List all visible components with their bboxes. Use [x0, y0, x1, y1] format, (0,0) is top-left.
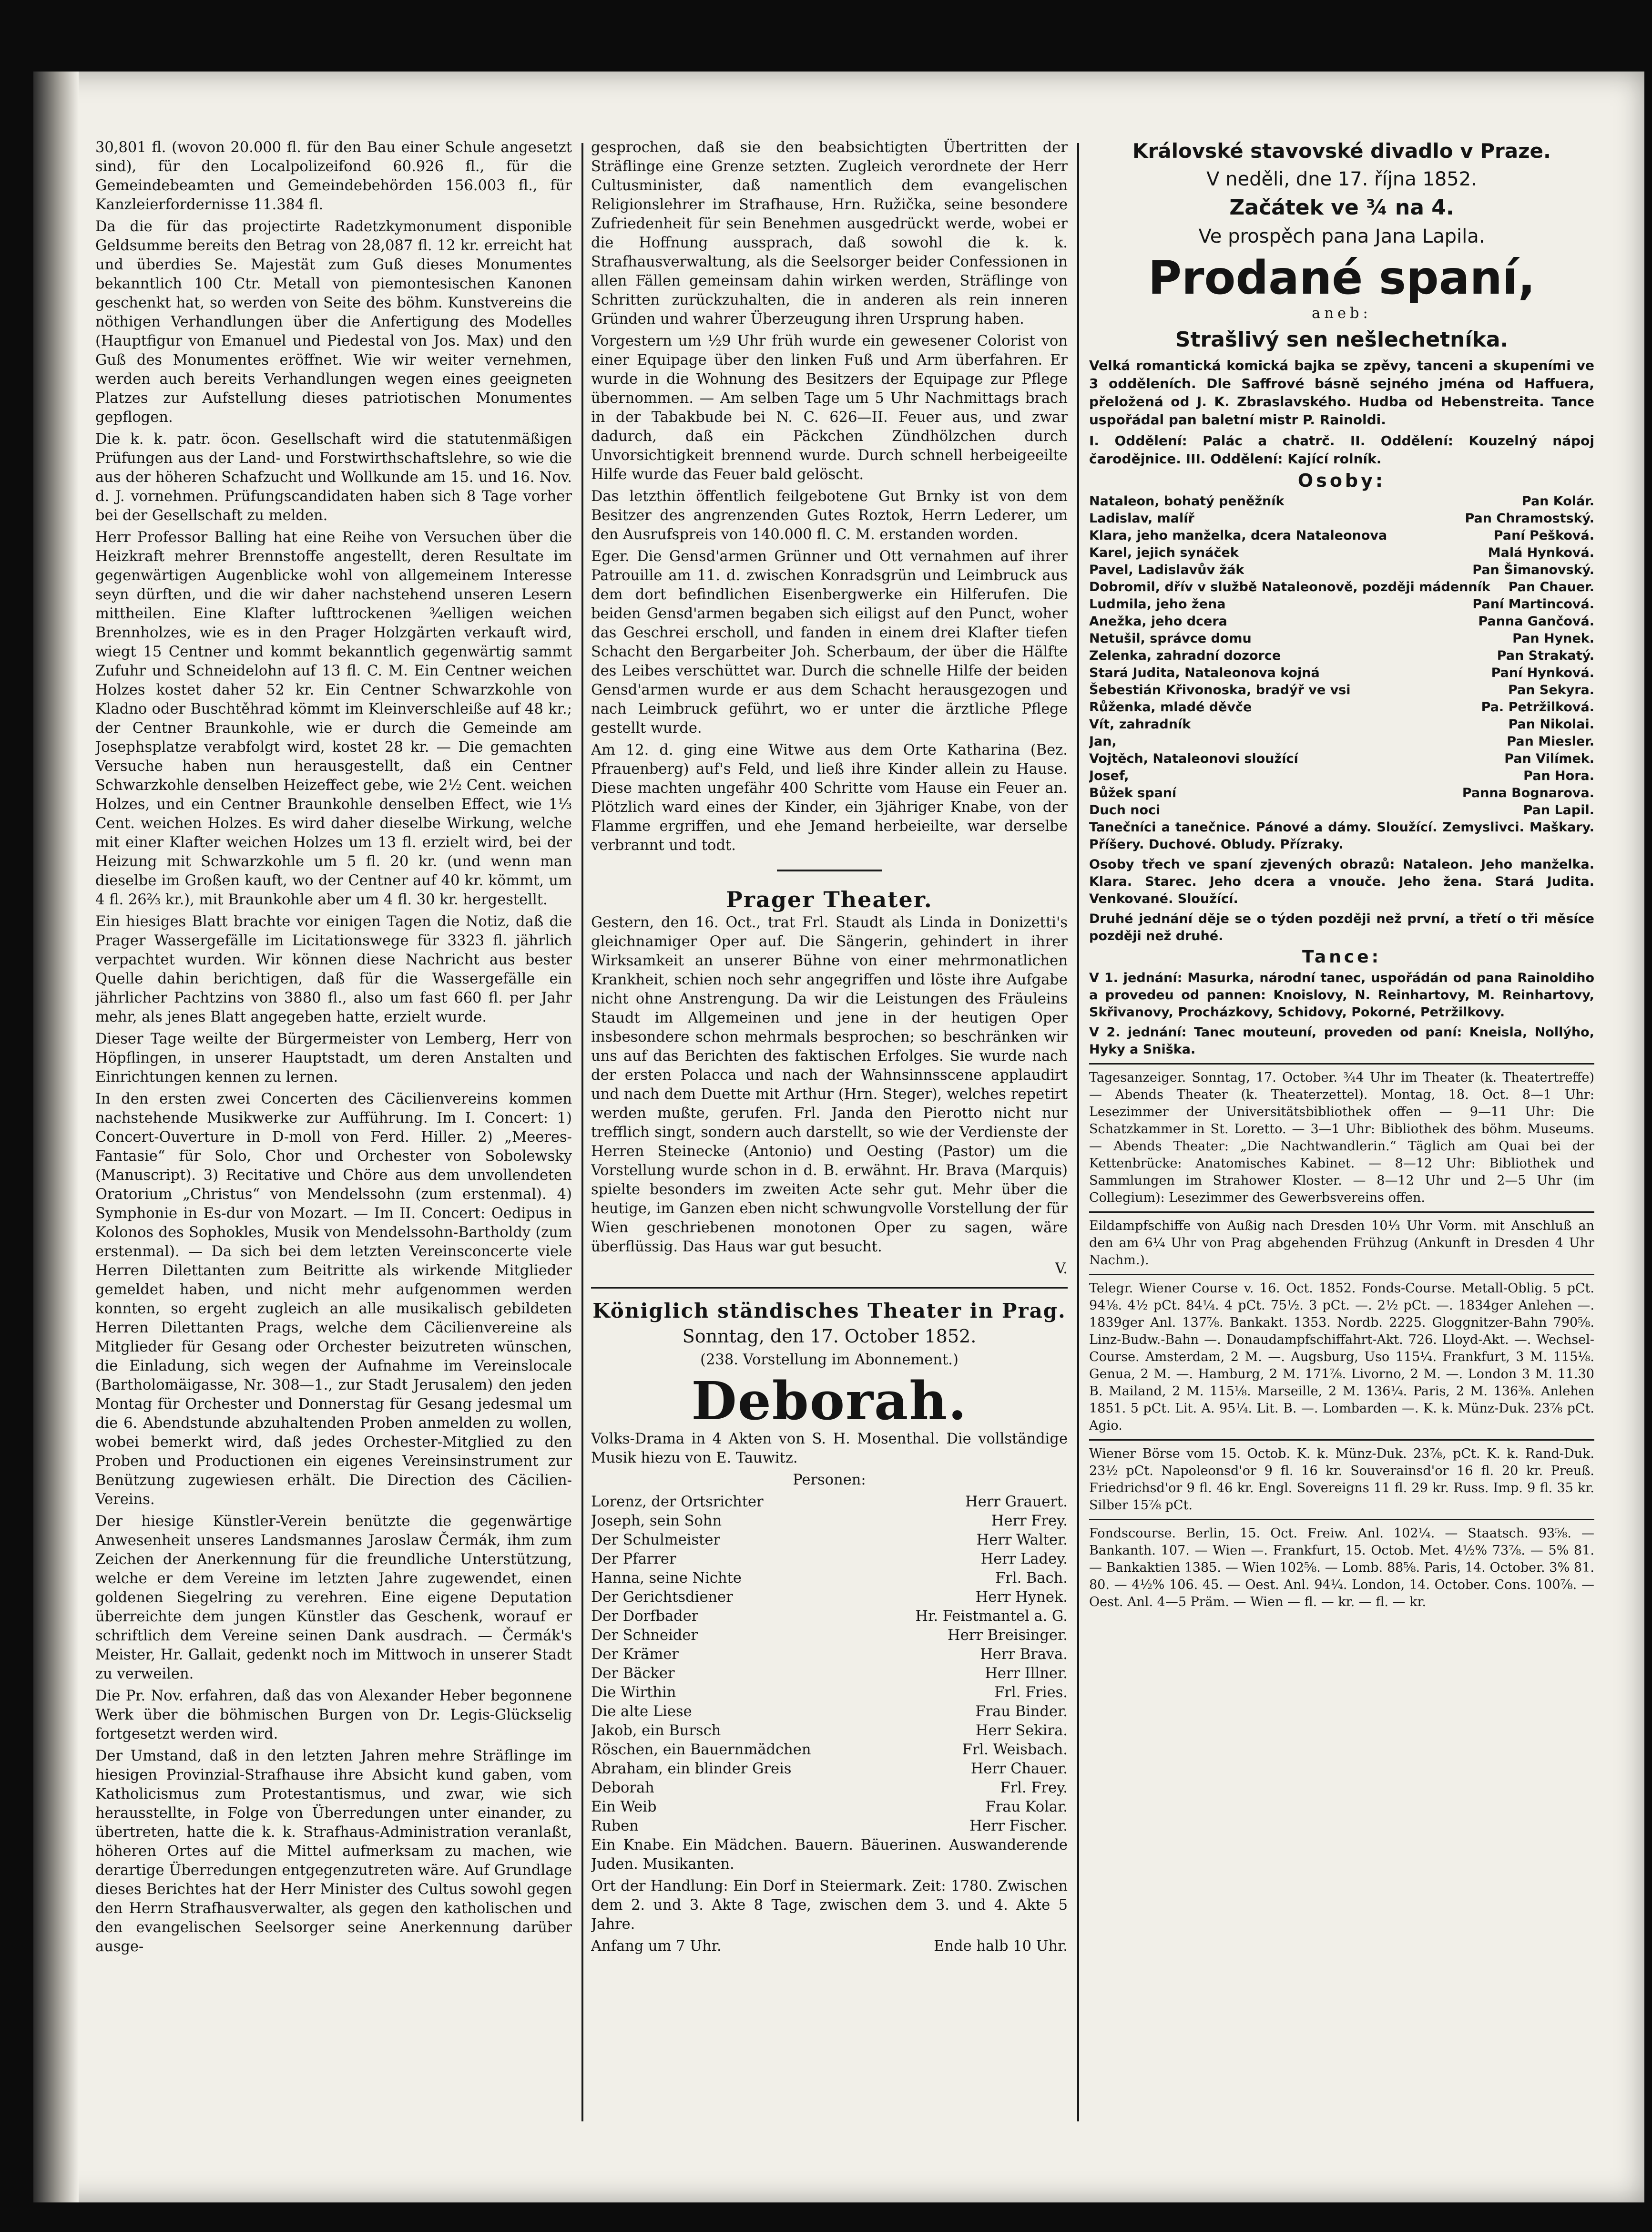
cast-row: Šebestián Křivonoska, bradýř ve vsi Pan Sekyra. [1089, 683, 1594, 697]
cast-row: Stará Judita, Nataleonova kojná Paní Hynková. [1089, 666, 1594, 680]
deborah-place: Ort der Handlung: Ein Dorf in Steiermark. Zeit: 1780. Zwischen dem 2. und 3. Akte 8 Tage, zwischen dem 3. und 4. Akte 5 Jahre. [591, 1878, 1068, 1933]
column-rule [581, 143, 583, 2121]
cast-list-cz [1089, 493, 1594, 819]
cast-row: Der Schneider Herr Breisinger. [591, 1627, 1068, 1644]
cast-row: Jan, Pan Miesler. [1089, 734, 1594, 749]
binding-gutter [33, 72, 79, 2202]
play-acts: I. Oddělení: Palác a chatrč. II. Oddělení: Kouzelný nápoj čarodějnice. III. Oddělení: Kající rolník. [1089, 433, 1594, 467]
paragraph: Der hiesige Künstler-Verein benützte die gegenwärtige Anwesenheit unseres Landsmannes Jaroslaw Čermák, ihm zum Zeichen der Anerkennung für die freundliche Unterstützung, welche er dem Vereine im letzten Jahre zugewendet, einen goldenen Siegelring zu verehren. Eine eigene Deputation überreichte dem jungen Künstler das Geschenk, worauf er schriftlich dem Vereine seinen Dank ausdrach. — Čermák's Meister, Hr. Gallait, gedenkt noch im Mittwoch in unserer Stadt zu verweilen. [95, 1513, 572, 1682]
paragraph: Ein hiesiges Blatt brachte vor einigen Tagen die Notiz, daß die Prager Wassergefälle im Licitationswege für 3323 fl. jährlich verpachtet wurden. Wir können diese Nachricht aus bester Quelle dahin berichtigen, daß für die Wassergefälle ein jährlicher Pachtzins von 3880 fl., also um fast 660 fl. per Jahr mehr, als jenes Blatt angegeben hatte, erzielt wurde. [95, 913, 572, 1025]
cast-row: Pavel, Ladislavův žák Pan Šimanovský. [1089, 563, 1594, 577]
paragraph: In den ersten zwei Concerten des Cäcilienvereins kommen nachstehende Musikwerke zur Aufführung. Im I. Concert: 1) Concert-Ouverture in D-moll von Ferd. Hiller. 2) „Meeres-Fantasie“ für Solo, Chor und Orchester von Sobolewsky (Manuscript). 3) Recitative und Chöre aus dem unvollendeten Oratorium „Christus“ von Mendelssohn (zum erstenmal). 4) Symphonie in Es-dur von Mozart. — Im II. Concert: Oedipus in Kolonos des Sophokles, Musik von Mendelssohn-Bartholdy (zum erstenmal). — Da sich bei dem letzten Vereinsconcerte viele Herren Dilettanten zum Beitritte als wirkende Mitglieder gemeldet haben, und nicht mehr aufgenommen werden konnten, so ergeht zugleich an alle musikalisch gebildeten Herren Dilettanten Prags, welche dem Cäcilienvereine als Mitglieder für Gesang oder Orchester beizutreten wünschen, die Einladung, sich wegen der Aufnahme im Vereinslocale (Bartholomäigasse, Nr. 308—1., zur Stadt Jerusalem) den jeden Montag für Orchester und Donnerstag für Gesang jedesmal um die 6. Abendstunde abzuhaltenden Proben anmelden zu wollen, wobei bemerkt wird, daß jedes Orchester-Mitglied zu den Proben und Productionen ein eigenes Vereinsinstrument zur Benützung zugewiesen erhält. Die Direction des Cäcilien-Vereins. [95, 1091, 572, 1508]
play-dream: Osoby třech ve spaní zjevených obrazů: Nataleon. Jeho manželka. Klara. Starec. Jeho dcera a vnouče. Jeho žena. Stará Judita. Venkované. Sloužící. [1089, 857, 1594, 906]
cast-list [591, 1493, 1068, 1836]
play-extras: Tanečníci a tanečnice. Pánové a dámy. Sloužící. Zemyslivci. Maškary. Příšery. Duchové. Obludy. Přízraky. [1089, 820, 1594, 852]
paragraph: Die k. k. patr. öcon. Gesellschaft wird die statutenmäßigen Prüfungen aus der Land- und Forstwirthschaftslehre, so wie die aus der höheren Schafzucht und Wollkunde am 15. und 16. Nov. d. J. vornehmen. Prüfungscandidaten haben sich 8 Tage vorher bei der Gesellschaft zu melden. [95, 431, 572, 524]
cast-row: Der Bäcker Herr Illner. [591, 1665, 1068, 1682]
cast-row: Karel, jejich synáček Malá Hynková. [1089, 545, 1594, 560]
cast-row: Deborah Frl. Frey. [591, 1780, 1068, 1796]
column-left [95, 138, 572, 2140]
cast-row: Bůžek spaní Panna Bognarova. [1089, 786, 1594, 800]
column-rule [1077, 143, 1079, 2121]
cast-row: Vojtěch, Nataleonovi sloužící Pan Vilímek. [1089, 751, 1594, 766]
start-time: Anfang um 7 Uhr. [591, 1938, 722, 1955]
paragraph: Der Umstand, daß in den letzten Jahren mehre Sträflinge im hiesigen Provinzial-Strafhause ihre Absicht kund gaben, vom Katholicismus zum Protestantismus, und zwar, wie sich herausstellte, in Folge von Überredungen unter einander, zu übertreten, hatte die k. k. Strafhaus-Administration veranlaßt, höheren Ortes auf die Mittel aufmerksam zu machen, wie derartige Überredungen entgegenzutreten wäre. Auf Grundlage dieses Berichtes hat der Herr Minister des Cultus sowohl gegen den Herrn Strafhausverwalter, als gegen den katholischen und den evangelischen Seelsorger seine Anerkennung darüber ausge- [95, 1748, 572, 1955]
cast-row: Nataleon, bohatý peněžník Pan Kolár. [1089, 494, 1594, 509]
theater-header: Královské stavovské divadlo v Praze. [1132, 139, 1551, 163]
paragraph: gesprochen, daß sie den beabsichtigten Übertritten der Sträflinge eine Grenze setzten. Zugleich verordnete der Herr Cultusminister, daß namentlich dem evangelischen Religionslehrer im Strafhause, Hrn. Ružička, seine besondere Zufriedenheit für sein Benehmen ausgedrückt werde, wobei er die Hoffnung aussprach, daß sowohl die k. k. Strafhausverwaltung, als die Seelsorger beider Confessionen in allen Fällen gemeinsam dahin wirken werden, Sträflinge von Schritten zurückzuhalten, die in anderen als rein inneren Gründen und wahrer Überzeugung ihren Ursprung haben. [591, 139, 1068, 328]
start-header: Začátek ve ¾ na 4. [1229, 195, 1454, 220]
tance-label: Tance: [1302, 947, 1381, 967]
cast-row: Netušil, správce domu Pan Hynek. [1089, 631, 1594, 646]
cast-row: Der Pfarrer Herr Ladey. [591, 1551, 1068, 1567]
cast-row: Dobromil, dřív v službě Nataleonově, později mádenník Pan Chauer. [1089, 580, 1594, 594]
cast-row: Anežka, jeho dcera Panna Gančová. [1089, 614, 1594, 629]
deborah-title: Deborah. [691, 1370, 968, 1432]
cast-row: Ludmila, jeho žena Paní Martincová. [1089, 597, 1594, 612]
cast-row: Zelenka, zahradní dozorce Pan Strakatý. [1089, 648, 1594, 663]
cast-row: Josef, Pan Hora. [1089, 768, 1594, 783]
deborah-times [591, 1937, 1068, 1956]
theater-review: Gestern, den 16. Oct., trat Frl. Staudt als Linda in Donizetti's gleichnamiger Oper auf. Die Sängerin, gehindert in ihrer Wirksamkeit an unserer Bühne von einer mehrmonatlichen Krankheit, schien noch sehr angegriffen und löste ihre Aufgabe nicht ohne Anstrengung. Da wir die Leistungen des Fräuleins Staudt im Allgemeinen und jene in der heutigen Oper insbesondere schon mehrmals besprochen; so beschränken wir uns auf das Berichten des faktischen Erfolges. Sie wurde nach der ersten Polacca und nach der Wahnsinnsscene applaudirt und nach dem Duette mit Arthur (Hrn. Steger), welches repetirt werden mußte, gerufen. Frl. Janda den Pierotto nicht nur trefflich singt, sondern auch darstellt, so wie der Verdienste der Herren Steinecke (Antonio) und Oesting (Pastor) um die Vorstellung wurde schon in d. B. erwähnt. Hr. Brava (Marquis) spielte besonders im zweiten Acte sehr gut. Mehr über die heutige, im Ganzen eben nicht schwungvolle Vorstellung der für Wien geschriebenen monotonen Oper zu sagen, wäre überflüssig. Das Haus war gut besucht. [591, 914, 1068, 1255]
play-subtitle: Strašlivý sen nešlechetníka. [1175, 328, 1509, 352]
konig-date: Sonntag, den 17. October 1852. [682, 1326, 977, 1347]
cast-row: Jakob, ein Bursch Herr Sekira. [591, 1722, 1068, 1739]
cast-row: Die Wirthin Frl. Fries. [591, 1684, 1068, 1701]
cast-row: Der Gerichtsdiener Herr Hynek. [591, 1589, 1068, 1606]
paragraph: Eger. Die Gensd'armen Grünner und Ott vernahmen auf ihrer Patrouille am 11. d. zwischen Konradsgrün und Leimbruck aus dem dort befindlichen Eisenbergwerke ein Hilferufen. Die beiden Gensd'armen begaben sich eiligst auf den Punct, woher das Geschrei erscholl, und fanden in einem drei Klafter tiefen Schacht den Bergarbeiter Joh. Scherbaum, der über die Hälfte des Leibes verschüttet war. Durch die schnelle Hilfe der beiden Gensd'armen wurde er aus dem Schacht herausgezogen und nach Leimbruck geführt, wo er unter die ärztliche Pflege gestellt wurde. [591, 548, 1068, 737]
tance-second: V 2. jednání: Tanec mouteuní, proveden od paní: Kneisla, Nollýho, Hyky a Sniška. [1089, 1025, 1594, 1057]
fondscourse: Fondscourse. Berlin, 15. Oct. Freiw. Anl. 102¼. — Staatsch. 93⅝. — Bankanth. 107. — Wien —. Frankfurt, 15. Octob. Met. 4½% 73⅞. — 5% 81. — Bankaktien 1385. — Wien 102⅝. — Lomb. 88⅝. Paris, 14. October. 3% 81. 80. — 4½% 106. 45. — Oest. Anl. 94¼. London, 14. October. Cons. 100⅞. — Oest. Anl. 4—5 Präm. — Wien — fl. — kr. — fl. — kr. [1089, 1526, 1594, 1609]
cast-row: Ladislav, malíř Pan Chramostský. [1089, 511, 1594, 526]
cast-row: Ruben Herr Fischer. [591, 1818, 1068, 1834]
cast-row: Die alte Liese Frau Binder. [591, 1703, 1068, 1720]
paragraph: Herr Professor Balling hat eine Reihe von Versuchen über die Heizkraft mehrer Brennstoffe angestellt, deren Resultate im gegenwärtigen Augenblicke wohl von allgemeinem Interesse seyn dürften, und die wir daher nachstehend unseren Lesern mittheilen. Eine Klafter lufttrockenen ¾elligen weichen Brennholzes, wie es in den Prager Holzgärten verkauft wird, wiegt 15 Centner und kommt bekanntlich gegenwärtig sammt Zufuhr und Schneidelohn auf 13 fl. C. M. Ein Centner weichen Holzes kostet daher 52 kr. Ein Centner Schwarzkohle von Kladno oder Buschtěhrad kömmt im Kleinverschleiße auf 48 kr.; der Centner Braunkohle, wie er durch die Gemeinde am Josephsplatze verabfolgt wird, kostet 28 kr. — Die gemachten Versuche haben nun herausgestellt, daß ein Centner Schwarzkohle denselben Heizeffect gebe, wie 2½ Cent. weichen Holzes, und ein Centner Braunkohle denselben Effect, wie 1⅓ Cent. weichen Holzes. Es wird daher dieselbe Wirkung, welche mit einer Klafter weichen Holzes um 13 fl. erzielt wird, bei der Heizung mit Schwarzkohle um 5 fl. 20 kr. (und wenn man dieselbe im Großen kauft, wo der Centner auf 40 kr. kömmt, um 4 fl. 26⅔ kr.), mit Braunkohle aber um 4 fl. 30 kr. hergestellt. [95, 529, 572, 908]
play-note: Druhé jednání děje se o týden později než první, a třetí o tři měsíce později než druhé. [1089, 911, 1594, 943]
separator [591, 1287, 1068, 1289]
paragraph: Das letzthin öffentlich feilgebotene Gut Brnky ist von dem Besitzer des angrenzenden Gutes Roztok, Herrn Lederer, um den Ausrufspreis von 140.000 fl. C. M. erstanden worden. [591, 488, 1068, 543]
konig-abo: (238. Vorstellung im Abonnement.) [700, 1351, 959, 1368]
deborah-extras: Ein Knabe. Ein Mädchen. Bauern. Bäuerinen. Auswanderende Juden. Musikanten. [591, 1837, 1068, 1873]
cast-row: Duch noci Pan Lapil. [1089, 803, 1594, 818]
paragraph: Die Pr. Nov. erfahren, daß das von Alexander Heber begonnene Werk über die böhmischen Burgen von Dr. Legis-Glückselig fortgesetzt werden wird. [95, 1688, 572, 1742]
date-header: V neděli, dne 17. října 1852. [1206, 168, 1477, 190]
cast-row: Der Schulmeister Herr Walter. [591, 1532, 1068, 1548]
cast-row: Hanna, seine Nichte Frl. Bach. [591, 1570, 1068, 1587]
tance-first: V 1. jednání: Masurka, národní tanec, uspořádán od pana Rainoldiho a provedeu od pannen: Knoislovy, N. Reinhartovy, M. Reinhartovy, Skřivanovy, Procházkovy, Schidovy, Pokorné, Petržilkovy. [1089, 971, 1594, 1020]
paragraph: 30,801 fl. (wovon 20.000 fl. für den Bau einer Schule angesetzt sind), für den Localpolizeifond 60.926 fl., für die Gemeindebeamten und Gemeindebehörden 156.003 fl., für Kanzleierfordernisse 11.384 fl. [95, 139, 572, 213]
cast-row: Klara, jeho manželka, dcera Nataleonova Paní Pešková. [1089, 528, 1594, 543]
cast-row: Joseph, sein Sohn Herr Frey. [591, 1513, 1068, 1529]
benefit-header: Ve prospěch pana Jana Lapila. [1198, 225, 1485, 247]
personen-label: Personen: [793, 1472, 866, 1488]
cast-row: Lorenz, der Ortsrichter Herr Grauert. [591, 1494, 1068, 1510]
column-middle [591, 138, 1068, 2140]
eildampf-box [1089, 1211, 1594, 1269]
borse-box [1089, 1439, 1594, 1514]
telegr-box [1089, 1274, 1594, 1434]
paragraph: Dieser Tage weilte der Bürgermeister von Lemberg, Herr von Höpflingen, in unserer Hauptstadt, um deren Anstalten und Einrichtungen kennen zu lernen. [95, 1031, 572, 1085]
paragraph: Am 12. d. ging eine Witwe aus dem Orte Katharina (Bez. Pfrauenberg) auf's Feld, und ließ ihre Kinder allein zu Hause. Diese machten ungefähr 400 Schritte vom Hause ein Feuer an. Plötzlich ward eines der Kinder, ein 3jähriger Knabe, von der Flamme ergriffen, und ehe Jemand herbeieilte, war derselbe verbrannt und todt. [591, 742, 1068, 854]
cast-row: Der Dorfbader Hr. Feistmantel a. G. [591, 1608, 1068, 1625]
cast-row: Abraham, ein blinder Greis Herr Chauer. [591, 1761, 1068, 1777]
review-signature: V. [1055, 1260, 1068, 1277]
cast-row: Ein Weib Frau Kolar. [591, 1799, 1068, 1815]
tagesanzeiger: Tagesanzeiger. Sonntag, 17. October. ¾4 Uhr im Theater (k. Theatertreffe) — Abends Theater (k. Theaterzettel). Montag, 18. Oct. 8—1 Uhr: Lesezimmer der Universitätsbibliothek offen — 9—11 Uhr: Die Schatzkammer in St. Loretto. — 3—1 Uhr: Bibliothek des böhm. Museums. — Abends Theater: „Die Nachtwandlerin.“ Täglich am Quai bei der Kettenbrücke: Anatomisches Kabinet. — 8—12 Uhr: Bibliothek und Sammlungen im Strahower Kloster. — 8—12 Uhr und 2—5 Uhr (im Collegium): Lesezimmer des Gewerbsvereins offen. [1089, 1070, 1594, 1205]
cast-row: Röschen, ein Bauernmädchen Frl. Weisbach. [591, 1741, 1068, 1758]
cast-row: Růženka, mladé děvče Pa. Petržilková. [1089, 700, 1594, 715]
newspaper-page [33, 72, 1644, 2202]
osoby-label: Osoby: [1297, 470, 1386, 491]
separator [777, 870, 882, 871]
paragraph: Da die für das projectirte Radetzkymonument disponible Geldsumme bereits den Betrag von 28,087 fl. 12 kr. erreicht hat und überdies Se. Majestät zum Guß dieses Monumentes bekanntlich 100 Ctr. Metall von piemontesischen Kanonen geschenkt hat, so werden von Seite des böhm. Kunstvereins die nöthigen Verhandlungen über die Anfertigung des Modelles (Hauptfigur von Emanuel und Piedestal von Jos. Max) und den Guß des Monumentes eröffnet. Wie wir weiter vernehmen, werden auch bereits Verhandlungen wegen eines geeigneten Platzes zur Aufstellung dieses patriotischen Monumentes gepflogen. [95, 218, 572, 426]
cast-row: Vít, zahradník Pan Nikolai. [1089, 717, 1594, 732]
tagesanzeiger-box [1089, 1063, 1594, 1207]
paragraph: Vorgestern um ½9 Uhr früh wurde ein gewesener Colorist von einer Equipage über den linken Fuß und Arm überfahren. Er wurde in die Wohnung des Besitzers der Equipage zur Pflege übernommen. — Am selben Tage um 5 Uhr Nachmittags brach in der Tabakbude bei N. C. 626—II. Feuer aus, und zwar dadurch, daß ein Päckchen Zündhölzchen durch Unvorsichtigkeit brennend wurde. Durch schnell herbeigeeilte Hilfe wurde das Feuer bald gelöscht. [591, 333, 1068, 483]
column-right [1089, 138, 1594, 2140]
deborah-subtitle: Volks-Drama in 4 Akten von S. H. Mosenthal. Die vollständige Musik hiezu von E. Tauwitz. [591, 1431, 1068, 1466]
fonds-box [1089, 1519, 1594, 1611]
cast-row: Der Krämer Herr Brava. [591, 1646, 1068, 1663]
end-time: Ende halb 10 Uhr. [934, 1938, 1068, 1955]
play-title: Prodané spaní, [1148, 251, 1536, 305]
eildampfschiffe: Eildampfschiffe von Außig nach Dresden 10⅓ Uhr Vorm. mit Anschluß an den am 6¼ Uhr von Prag abgehenden Frühzug (Ankunft in Dresden 4 Uhr Nachm.). [1089, 1218, 1594, 1268]
theater-heading: Prager Theater. [726, 887, 933, 912]
telegr-course: Telegr. Wiener Course v. 16. Oct. 1852. Fonds-Course. Metall-Oblig. 5 pCt. 94⅛. 4½ pCt. 84¼. 4 pCt. 75½. 3 pCt. —. 2½ pCt. —. 1834ger Anlehen —. 1839ger Anl. 137⅞. Bankakt. 1353. Nordb. 2225. Gloggnitzer-Bahn 790⅝. Linz-Budw.-Bahn —. Donaudampfschiffahrt-Akt. 726. Lloyd-Akt. —. Wechsel-Course. Amsterdam, 2 M. —. Augsburg, Uso 115¼. Frankfurt, 3 M. 115⅛. Genua, 2 M. —. Hamburg, 2 M. 171⅞. Livorno, 2 M. —. London 3 M. 11.30 B. Mailand, 2 M. 115⅛. Marseille, 2 M. 136¼. Paris, 2 M. 136⅜. Anlehen 1851. 5 pCt. Lit. A. 95¼. Lit. B. —. Lombarden —. K. k. Münz-Duk. 23⅞ pCt. Agio. [1089, 1281, 1594, 1433]
aneb-label: aneb: [1312, 305, 1372, 322]
play-description: Velká romantická komická bajka se zpěvy, tanceni a skupeními ve 3 odděleních. Dle Saffrové básně sejného jména od Haffuera, přeložená od J. K. Zbraslavského. Hudba od Hebenstreita. Tance uspořádal pan baletní mistr P. Rainoldi. [1089, 358, 1594, 428]
konig-theater-title: Königlich ständisches Theater in Prag. [592, 1299, 1066, 1322]
wiener-borse: Wiener Börse vom 15. Octob. K. k. Münz-Duk. 23⅞, pCt. K. k. Rand-Duk. 23½ pCt. Napoleonsd'or 9 fl. 16 kr. Souverainsd'or 16 fl. 20 kr. Preuß. Friedrichsd'or 9 fl. 46 kr. Engl. Sovereigns 11 fl. 29 kr. Russ. Imp. 9 fl. 35 kr. Silber 15⅞ pCt. [1089, 1446, 1594, 1513]
